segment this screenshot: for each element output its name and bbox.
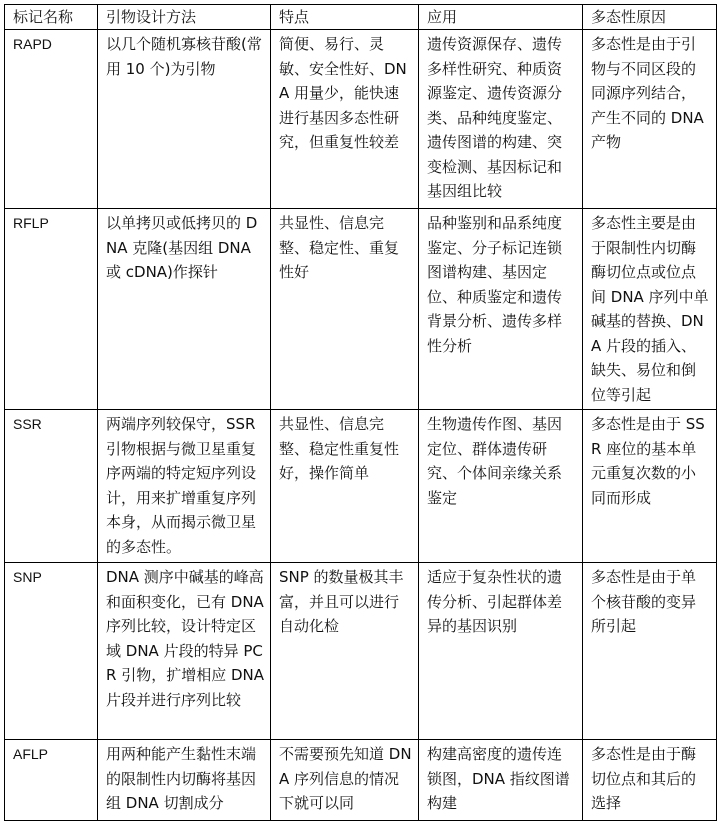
table-row <box>5 410 717 563</box>
features-cell: 不需要预先知道 DNA 序列信息的情况下就可以同 <box>271 740 419 821</box>
table-row <box>5 740 717 821</box>
features-cell: SNP 的数量极其丰富，并且可以进行自动化检 <box>271 563 419 740</box>
marker-name-cell: RAPD <box>5 30 98 209</box>
marker-name-cell: AFLP <box>5 740 98 821</box>
table-row <box>5 563 717 740</box>
polymorphism-reason-cell: 多态性是由于 SSR 座位的基本单元重复次数的小同而形成 <box>583 410 717 563</box>
table-row <box>5 30 717 209</box>
polymorphism-reason-cell: 多态性是由于单个核苷酸的变异所引起 <box>583 563 717 740</box>
application-cell: 适应于复杂性状的遗传分析、引起群体差异的基因识别 <box>419 563 583 740</box>
marker-comparison-table <box>4 4 717 821</box>
application-cell: 构建高密度的遗传连锁图，DNA 指纹图谱构建 <box>419 740 583 821</box>
primer-design-cell: 用两种能产生黏性末端的限制性内切酶将基因组 DNA 切割成分 <box>98 740 271 821</box>
application-cell: 品种鉴别和品系纯度鉴定、分子标记连锁图谱构建、基因定位、种质鉴定和遗传背景分析、遗传多样性分析 <box>419 209 583 410</box>
header-marker-name: 标记名称 <box>5 5 98 30</box>
primer-design-cell: 以几个随机寡核苷酸(常用 10 个)为引物 <box>98 30 271 209</box>
header-application: 应用 <box>419 5 583 30</box>
header-features: 特点 <box>271 5 419 30</box>
application-cell: 生物遗传作图、基因定位、群体遗传研究、个体间亲缘关系鉴定 <box>419 410 583 563</box>
application-cell: 遗传资源保存、遗传多样性研究、种质资源鉴定、遗传资源分类、品种纯度鉴定、遗传图谱的构建、突变检测、基因标记和基因组比较 <box>419 30 583 209</box>
features-cell: 简便、易行、灵敏、安全性好、DNA 用量少，能快速进行基因多态性研究，但重复性较差 <box>271 30 419 209</box>
marker-name-cell: SSR <box>5 410 98 563</box>
primer-design-cell: DNA 测序中碱基的峰高和面积变化，已有 DNA 序列比较，设计特定区域 DNA 片段的特异 PCR 引物，扩增相应 DNA 片段并进行序列比较 <box>98 563 271 740</box>
marker-name-cell: RFLP <box>5 209 98 410</box>
header-polymorphism-reason: 多态性原因 <box>583 5 717 30</box>
table-header-row <box>5 5 717 30</box>
table-row <box>5 209 717 410</box>
polymorphism-reason-cell: 多态性是由于酶切位点和其后的选择 <box>583 740 717 821</box>
marker-name-cell: SNP <box>5 563 98 740</box>
polymorphism-reason-cell: 多态性是由于引物与不同区段的同源序列结合，产生不同的 DNA 产物 <box>583 30 717 209</box>
features-cell: 共显性、信息完整、稳定性、重复性好 <box>271 209 419 410</box>
primer-design-cell: 两端序列较保守，SSR 引物根据与微卫星重复序两端的特定短序列设计，用来扩增重复序列本身，从而揭示微卫星的多态性。 <box>98 410 271 563</box>
polymorphism-reason-cell: 多态性主要是由于限制性内切酶酶切位点或位点间 DNA 序列中单碱基的替换、DNA 片段的插入、缺失、易位和倒位等引起 <box>583 209 717 410</box>
header-primer-design: 引物设计方法 <box>98 5 271 30</box>
primer-design-cell: 以单拷贝或低拷贝的 DNA 克隆(基因组 DNA 或 cDNA)作探针 <box>98 209 271 410</box>
features-cell: 共显性、信息完整、稳定性重复性好，操作简单 <box>271 410 419 563</box>
